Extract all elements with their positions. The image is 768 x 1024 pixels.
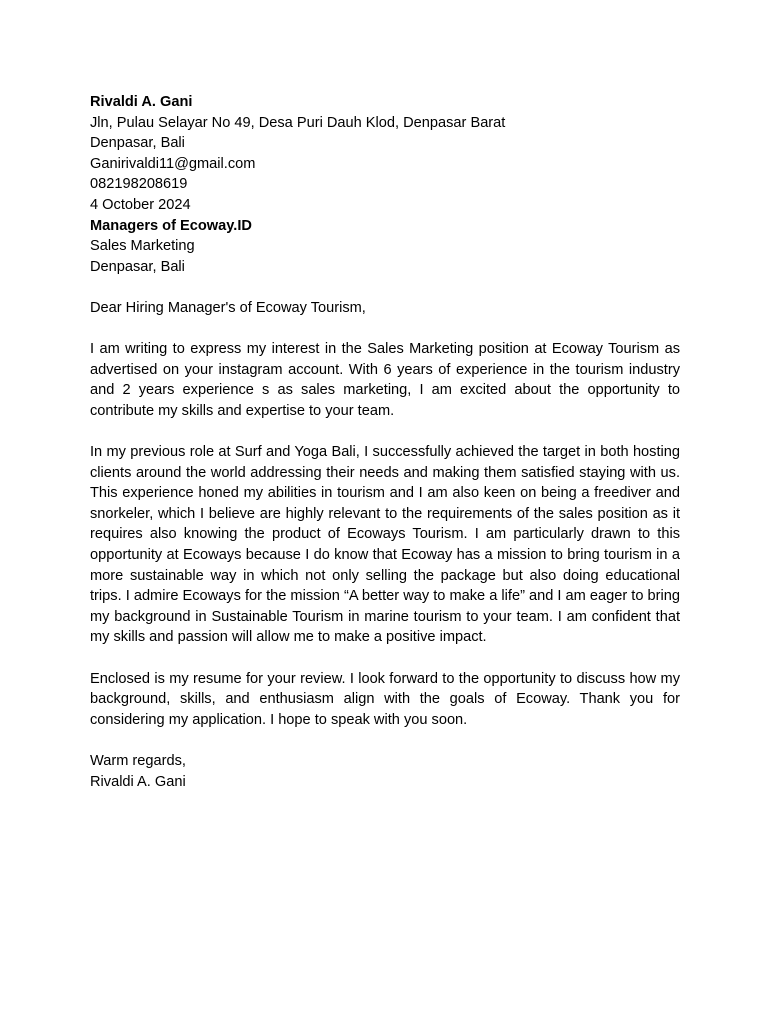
recipient-location: Denpasar, Bali: [90, 258, 185, 275]
spacer: [90, 648, 680, 669]
sender-phone: 082198208619: [90, 176, 188, 193]
recipient-department: Sales Marketing: [90, 238, 195, 255]
paragraph-closing: Enclosed is my resume for your review. I look forward to the opportunity to discuss how my background, skills, and enthusiasm align with the goals of Ecoway. Thank you for considering my application. I hope to speak with you soon.: [90, 670, 680, 728]
sender-name: Rivaldi A. Gani: [90, 94, 193, 110]
letter-date: 4 October 2024: [90, 196, 191, 213]
spacer: [90, 422, 680, 443]
spacer: [90, 730, 680, 751]
sender-address-line1: Jln, Pulau Selayar No 49, Desa Puri Dauh Klod, Denpasar Barat: [90, 114, 506, 131]
recipient-name: Managers of Ecoway.ID: [90, 217, 252, 234]
spacer: [90, 319, 680, 340]
sender-email: Ganirivaldi11@gmail.com: [90, 155, 256, 172]
salutation: Dear Hiring Manager's of Ecoway Tourism,: [90, 299, 366, 316]
paragraph-intro: I am writing to express my interest in the Sales Marketing position at Ecoway Tourism as advertised on your instagram account. With 6 years of experience in the tourism industry and 2 years experience s as sales marketing, I am excited about the opportunity to contribute my skills and expertise to your team.: [90, 341, 680, 419]
paragraph-experience: In my previous role at Surf and Yoga Bali, I successfully achieved the target in both hosting clients around the world addressing their needs and making them satisfied staying with us. This experience honed my abilities in tourism and I am also keen on being a freediver and snorkeler, which I believe are highly relevant to the requirements of the sales position as it requires also knowing the product of Ecoways Tourism. I am particularly drawn to this opportunity at Ecoways because I do know that Ecoway has a mission to bring tourism in a more sustainable way in which not only selling the package but also doing educational trips. I admire Ecoways for the mission “A better way to make a life” and I am eager to bring my background in Sustainable Tourism in marine tourism to your team. I am confident that my skills and passion will allow me to make a positive impact.: [90, 444, 680, 646]
sender-address-line2: Denpasar, Bali: [90, 135, 185, 152]
cover-letter: [90, 92, 680, 792]
closing-phrase: Warm regards,: [90, 753, 186, 769]
signature: Rivaldi A. Gani: [90, 773, 186, 790]
spacer: [90, 277, 680, 298]
